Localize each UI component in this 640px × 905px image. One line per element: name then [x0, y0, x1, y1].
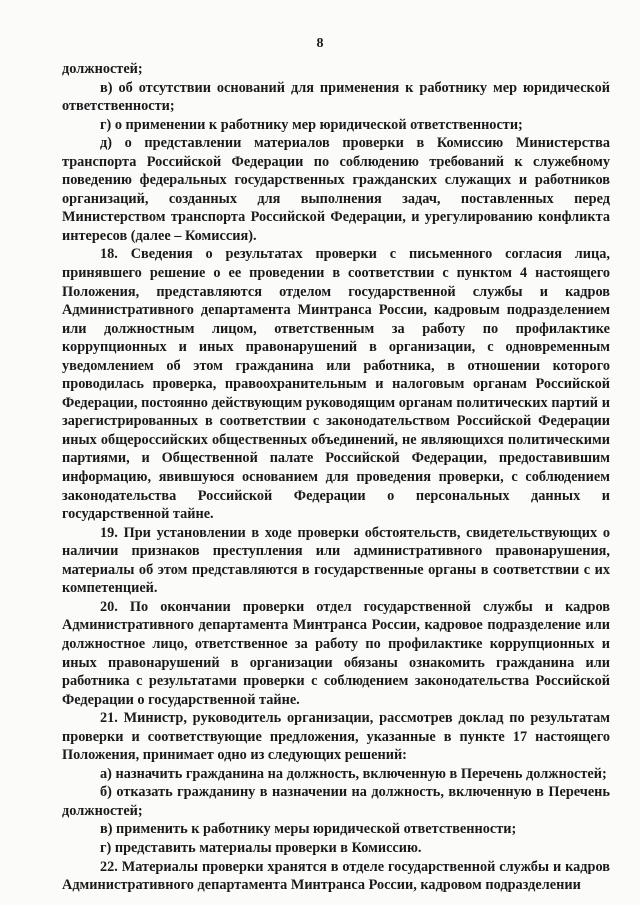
paragraph: должностей;	[62, 61, 143, 77]
paragraph: 19. При установлении в ходе проверки обстоятельств, свидетельствующих о наличии признаков преступления или административного правонарушения, материалы об этом представляются в государственные органы в соответствии с их компетенцией.	[62, 524, 610, 597]
paragraph: б) отказать гражданину в назначении на должность, включенную в Перечень должностей;	[62, 784, 610, 819]
paragraph: г) о применении к работнику мер юридической ответственности;	[100, 116, 523, 133]
paragraph: д) о представлении материалов проверки в Комиссию Министерства транспорта Российской Федерации по соблюдению требований к служебному поведению федеральных государственных гражданских служащих и работников организаций, созданных для выполнения задач, поставленных перед Министерством транспорта Российской Федерации, и урегулированию конфликта интересов (далее – Комиссия).	[62, 135, 610, 244]
paragraph: 21. Министр, руководитель организации, рассмотрев доклад по результатам проверки и соответствующие предложения, указанные в пункте 17 настоящего Положения, принимает одно из следующих решений:	[62, 710, 610, 764]
paragraph: а) назначить гражданина на должность, включенную в Перечень должностей;	[100, 765, 607, 782]
paragraph: 22. Материалы проверки хранятся в отделе государственной службы и кадров Административного департамента Минтранса России, кадровом подразделении	[62, 858, 610, 894]
paragraph: 20. По окончании проверки отдел государственной службы и кадров Административного департамента Минтранса России, кадровое подразделение или должностное лицо, ответственное за работу по профилактике коррупционных и иных правонарушений в организации обязаны ознакомить гражданина или работника с результатами проверки с соблюдением законодательства Российской Федерации о государственной тайне.	[62, 598, 610, 708]
paragraph: в) применить к работнику меры юридической ответственности;	[100, 821, 517, 838]
document-body	[62, 60, 610, 895]
paragraph: в) об отсутствии оснований для применения к работнику мер юридической ответственности;	[62, 79, 610, 115]
paragraph: г) представить материалы проверки в Комиссию.	[100, 839, 422, 856]
page-number: 8	[316, 36, 324, 51]
paragraph: 18. Сведения о результатах проверки с письменного согласия лица, принявшего решение о ее проведении в соответствии с пунктом 4 настоящего Положения, представляются отделом государственной службы и кадров Административного департамента Минтранса России, кадровым подразделением или должностным лицом, ответственным за работу по профилактике коррупционных и иных правонарушений в организации, с одновременным уведомлением об этом гражданина или работника, в отношении которого проводилась проверка, правоохранительным и налоговым органам Российской Федерации, постоянно действующим руководящим органам политических партий и зарегистрированных в соответствии с законодательством Российской Федерации иных общероссийских общественных объединений, не являющихся политическими партиями, и Общественной палате Российской Федерации, предоставившим информацию, явившуюся основанием для проведения проверки, с соблюдением законодательства Российской Федерации о персональных данных и государственной тайне.	[62, 246, 610, 523]
